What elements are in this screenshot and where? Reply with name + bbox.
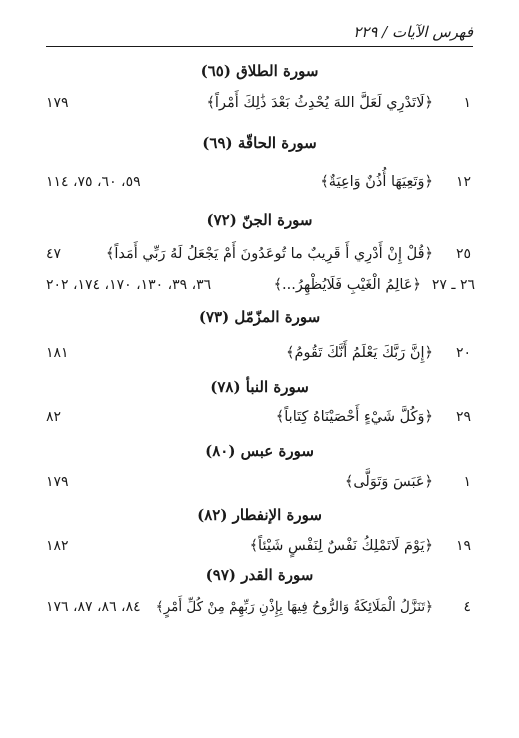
verse-text: ﴿عَالِمُ الْغَيْبِ فَلَايُظْهِرُ...﴾ [273, 277, 421, 293]
page-numbers: ١٨١ [46, 345, 69, 361]
verse-text: ﴿يَوْمَ لَاتَمْلِكُ نَفْسٌ لِنَفْسٍ شَيْئاً﴾ [249, 538, 433, 554]
verse-text: ﴿وَتَعِيَهَا أُذُنٌ وَاعِيَةٌ﴾ [320, 174, 433, 190]
surah-title: سورة الحاقّة (٦٩) [202, 134, 317, 152]
surah-title: سورة عبس (٨٠) [205, 442, 314, 460]
page-numbers: ٤٧ [46, 246, 62, 262]
surah-title: سورة المزّمّل (٧٣) [198, 308, 321, 326]
verse-number: ٢٠ [455, 345, 471, 361]
verse-entry [46, 93, 473, 117]
verse-text: ﴿إِنَّ رَبَّكَ يَعْلَمُ أَنَّكَ تَقُومُ﴾ [286, 345, 433, 361]
verse-text: ﴿عَبَسَ وَتَوَلَّى﴾ [344, 474, 433, 490]
verse-number: ١٢ [455, 174, 471, 190]
verse-entry [46, 407, 473, 431]
verse-number: ٢٦ ـ ٢٧ [431, 277, 475, 293]
verse-number: ٢٩ [455, 409, 471, 425]
page-numbers: ١٨٢ [46, 538, 69, 554]
surah-title: سورة الطلاق (٦٥) [200, 62, 319, 80]
verse-text: ﴿وَكُلَّ شَيْءٍ أَحْصَيْنَاهُ كِتَاباً﴾ [275, 409, 433, 425]
verse-entry [46, 597, 473, 621]
verse-number: ١ [463, 474, 471, 490]
surah-title: سورة الإنفطار (٨٢) [197, 506, 322, 524]
verse-text: ﴿لَاتَدْرِي لَعَلَّ اللهَ يُحْدِثُ بَعْدَ ذَٰلِكَ أَمْراً﴾ [206, 95, 433, 111]
page-numbers: ٣٦، ٣٩، ١٣٠، ١٧٠، ١٧٤، ٢٠٢ [46, 277, 212, 293]
verse-text: ﴿تَنَزَّلُ الْمَلَائِكَةُ وَالرُّوحُ فِيهَا بِإِذْنِ رَبِّهِمْ مِنْ كُلِّ أَمْرٍ﴾ [155, 599, 433, 615]
running-title: فهرس الآيات / ٢٢٩ [353, 23, 473, 41]
page-header [46, 20, 473, 47]
verse-entry [46, 472, 473, 496]
verse-number: ٤ [463, 599, 471, 615]
page-numbers: ١٧٩ [46, 474, 69, 490]
verse-entry [46, 275, 473, 299]
surah-title: سورة النبأ (٧٨) [210, 378, 309, 396]
verse-number: ١ [463, 95, 471, 111]
verse-entry [46, 536, 473, 560]
verse-entry [46, 172, 473, 196]
page-numbers: ٨٢ [46, 409, 62, 425]
surah-title: سورة القدر (٩٧) [205, 566, 314, 584]
page-numbers: ٥٩، ٦٠، ٧٥، ١١٤ [46, 174, 141, 190]
verse-number: ١٩ [455, 538, 471, 554]
page-numbers: ١٧٩ [46, 95, 69, 111]
surah-title: سورة الجنّ (٧٢) [206, 211, 313, 229]
verse-entry [46, 343, 473, 367]
page-numbers: ٨٤، ٨٦، ٨٧، ١٧٦ [46, 599, 141, 615]
verse-entry [46, 244, 473, 268]
verse-number: ٢٥ [455, 246, 471, 262]
verse-text: ﴿قُلْ إِنْ أَدْرِي أَ قَرِيبٌ ما تُوعَدُونَ أَمْ يَجْعَلُ لَهُ رَبِّي أَمَداً﴾ [105, 246, 433, 262]
